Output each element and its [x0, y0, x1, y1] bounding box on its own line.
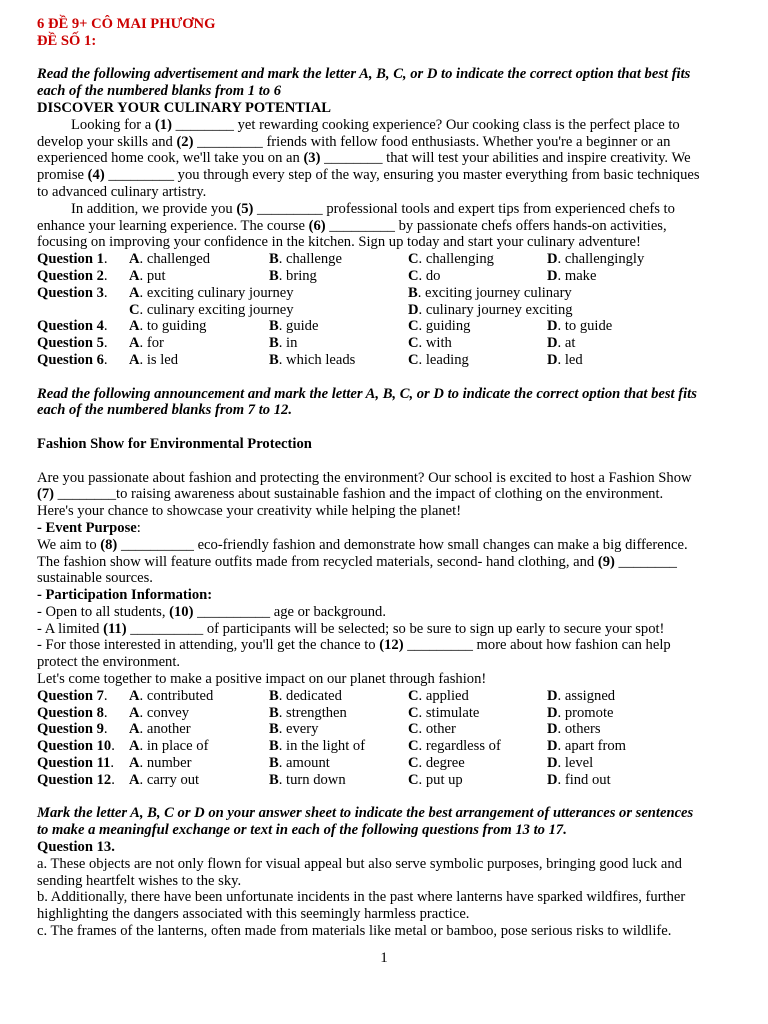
header-title: 6 ĐỀ 9+ CÔ MAI PHƯƠNG: [37, 16, 216, 32]
option-d[interactable]: D. find out: [547, 771, 611, 788]
option-a[interactable]: A. challenged: [129, 251, 211, 268]
option-d[interactable]: D. make: [547, 267, 597, 284]
passage-line: Here's your chance to showcase your creativity while helping the planet!: [37, 503, 462, 520]
question-label: Question 4.: [37, 318, 108, 335]
option-d[interactable]: D. assigned: [547, 687, 616, 704]
question-label: Question 12.: [37, 771, 115, 788]
option-b[interactable]: B. in: [269, 335, 298, 352]
option-c[interactable]: C. with: [408, 335, 452, 352]
passage-line: - A limited (11) __________ of participants will be selected; so be sure to sign up early to secure your spot!: [37, 620, 665, 637]
instruction-1b: each of the numbered blanks from 1 to 6: [37, 83, 282, 100]
passage-line: The fashion show will feature outfits made from recycled materials, second- hand clothing, and (9) ________: [37, 553, 677, 570]
option-a[interactable]: A. contributed: [129, 687, 214, 704]
question-row: [37, 738, 747, 755]
option-b[interactable]: B. which leads: [269, 351, 356, 368]
option-b[interactable]: B. exciting journey culinary: [408, 284, 572, 301]
exam-number: ĐỀ SỐ 1:: [37, 32, 97, 49]
option-c[interactable]: C. regardless of: [408, 738, 501, 755]
question-label: Question 11.: [37, 755, 115, 772]
passage-line: - Open to all students, (10) __________ age or background.: [37, 603, 386, 620]
passage-2: [37, 470, 747, 688]
passage-line: experienced home cook, we'll take you on an (3) ________ that will test your abilities and inspire creativity. We: [37, 150, 691, 167]
instruction-1a: Read the following advertisement and mark the letter A, B, C, or D to indicate the correct option that best fits: [37, 66, 691, 83]
passage-line: develop your skills and (2) _________ friends with fellow food enthusiasts. Whether you're a beginner or an: [37, 133, 671, 150]
option-d[interactable]: D. level: [547, 755, 594, 772]
option-d[interactable]: D. culinary journey exciting: [408, 301, 573, 318]
option-b[interactable]: B. dedicated: [269, 687, 342, 704]
arrangement-item: sending heartfelt wishes to the sky.: [37, 872, 242, 889]
passage-line: - For those interested in attending, you'll get the chance to (12) _________ more about how fashion can help: [37, 637, 671, 654]
passage-title-1: DISCOVER YOUR CULINARY POTENTIAL: [37, 99, 331, 116]
question-label: Question 1.: [37, 251, 108, 268]
document-page: [37, 16, 747, 940]
arrangement-item: b. Additionally, there have been unfortunate incidents in the past where lanterns have sparked wildfires, further: [37, 889, 686, 906]
option-a[interactable]: A. carry out: [129, 771, 200, 788]
option-a[interactable]: A. put: [129, 267, 166, 284]
question-row: [37, 318, 747, 335]
arrangement-item: c. The frames of the lanterns, often made from materials like metal or bamboo, pose serious risks to wildlife.: [37, 923, 672, 940]
passage-line: sustainable sources.: [37, 570, 153, 587]
passage-line: Are you passionate about fashion and protecting the environment? Our school is excited to host a Fashion Show: [37, 469, 692, 486]
option-a[interactable]: A. number: [129, 755, 192, 772]
option-c[interactable]: C. degree: [408, 755, 465, 772]
passage-line: We aim to (8) __________ eco-friendly fashion and demonstrate how small changes can make a big difference.: [37, 536, 688, 553]
question-row: [37, 772, 747, 789]
question-row-continued: [37, 302, 747, 319]
question-row: [37, 335, 747, 352]
option-a[interactable]: A. to guiding: [129, 318, 207, 335]
question-row: [37, 688, 747, 705]
question-label: Question 5.: [37, 335, 108, 352]
passage-1: [37, 117, 747, 251]
passage-title-2: Fashion Show for Environmental Protection: [37, 435, 312, 452]
passage-line: to advanced culinary artistry.: [37, 183, 207, 200]
option-b[interactable]: B. amount: [269, 755, 330, 772]
question-label: Question 9.: [37, 721, 108, 738]
option-c[interactable]: C. do: [408, 267, 441, 284]
question-label: Question 10.: [37, 738, 115, 755]
question-label: Question 6.: [37, 351, 108, 368]
participation-label: - Participation Information:: [37, 587, 213, 604]
question-group-1: [37, 251, 747, 369]
option-b[interactable]: B. strengthen: [269, 704, 347, 721]
page-number: 1: [380, 950, 388, 966]
option-b[interactable]: B. challenge: [269, 251, 342, 268]
arrangement-item: highlighting the dangers associated with this seemingly harmless practice.: [37, 906, 470, 923]
passage-line: protect the environment.: [37, 654, 181, 671]
option-a[interactable]: A. in place of: [129, 738, 209, 755]
option-b[interactable]: B. bring: [269, 267, 317, 284]
passage-line: enhance your learning experience. The course (6) _________ by passionate chefs offers hands-on activities,: [37, 217, 667, 234]
passage-line: Let's come together to make a positive impact on our planet through fashion!: [37, 671, 487, 688]
option-b[interactable]: B. turn down: [269, 771, 346, 788]
option-a[interactable]: A. convey: [129, 704, 189, 721]
question-row: [37, 285, 747, 302]
option-b[interactable]: B. every: [269, 721, 319, 738]
instruction-2b: each of the numbered blanks from 7 to 12.: [37, 402, 292, 419]
question-group-2: [37, 688, 747, 789]
question-row: [37, 251, 747, 268]
question-label: Question 3.: [37, 284, 108, 301]
option-d[interactable]: D. promote: [547, 704, 614, 721]
option-b[interactable]: B. in the light of: [269, 738, 366, 755]
option-c[interactable]: C. challenging: [408, 251, 494, 268]
option-a[interactable]: A. exciting culinary journey: [129, 284, 294, 301]
question-13-label: Question 13.: [37, 839, 115, 856]
question-row: [37, 352, 747, 369]
question-label: Question 2.: [37, 267, 108, 284]
question-label: Question 7.: [37, 687, 108, 704]
question-row: [37, 268, 747, 285]
arrangement-item: a. These objects are not only flown for visual appeal but also serve symbolic purposes, bringing good luck and: [37, 855, 682, 872]
question-row: [37, 755, 747, 772]
option-c[interactable]: C. applied: [408, 687, 469, 704]
option-d[interactable]: D. challengingly: [547, 251, 645, 268]
option-b[interactable]: B. guide: [269, 318, 319, 335]
instruction-3a: Mark the letter A, B, C or D on your answer sheet to indicate the best arrangement of utterances or sentences: [37, 805, 694, 822]
option-a[interactable]: A. another: [129, 721, 191, 738]
passage-line: promise (4) _________ you through every step of the way, ensuring you master everything from basic techniques: [37, 167, 700, 184]
option-d[interactable]: D. apart from: [547, 738, 627, 755]
passage-line: Looking for a (1) ________ yet rewarding cooking experience? Our cooking class is the perfect place to: [71, 116, 680, 133]
event-purpose-label: - Event Purpose:: [37, 519, 141, 536]
option-d[interactable]: D. at: [547, 335, 576, 352]
passage-line: In addition, we provide you (5) _________ professional tools and expert tips from experienced chefs to: [71, 200, 675, 217]
option-c[interactable]: C. guiding: [408, 318, 471, 335]
option-c[interactable]: C. other: [408, 721, 456, 738]
option-c[interactable]: C. put up: [408, 771, 463, 788]
option-a[interactable]: A. for: [129, 335, 164, 352]
option-c[interactable]: C. stimulate: [408, 704, 480, 721]
instruction-3b: to make a meaningful exchange or text in each of the following questions from 13 to 17.: [37, 822, 567, 839]
passage-line: (7) ________to raising awareness about sustainable fashion and the impact of clothing on the environment.: [37, 486, 664, 503]
option-a[interactable]: A. is led: [129, 351, 179, 368]
option-d[interactable]: D. others: [547, 721, 601, 738]
option-d[interactable]: D. led: [547, 351, 583, 368]
question-row: [37, 721, 747, 738]
question-row: [37, 705, 747, 722]
option-d[interactable]: D. to guide: [547, 318, 613, 335]
option-c[interactable]: C. leading: [408, 351, 469, 368]
option-c[interactable]: C. culinary exciting journey: [129, 301, 294, 318]
instruction-2a: Read the following announcement and mark the letter A, B, C, or D to indicate the correct option that best fits: [37, 385, 697, 402]
question-label: Question 8.: [37, 704, 108, 721]
passage-line: focusing on improving your confidence in the kitchen. Sign up today and start your culinary adventure!: [37, 234, 641, 251]
